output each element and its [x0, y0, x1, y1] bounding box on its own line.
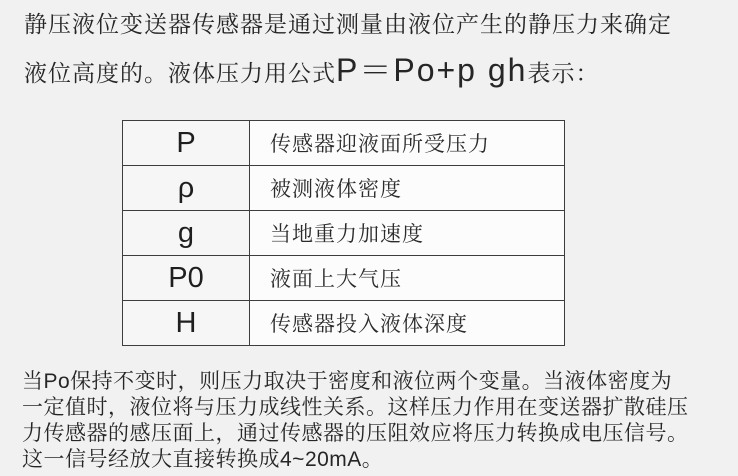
paragraph-line: 力传感器的感压面上，通过传感器的压阻效应将压力转换成电压信号。: [22, 422, 689, 445]
intro-line-2-prefix: 液位高度的。液体压力用公式: [24, 60, 336, 86]
body-paragraph: [22, 369, 722, 473]
description-cell: 传感器投入液体深度: [250, 301, 565, 346]
intro-line-2-suffix: 表示：: [527, 60, 600, 86]
table-row: [123, 121, 565, 166]
intro-line-1: 静压液位变送器传感器是通过测量由液位产生的静压力来确定: [24, 11, 672, 37]
pressure-formula: P＝Po+p gh: [336, 52, 528, 88]
symbol-cell: P: [123, 121, 250, 166]
variables-table: [122, 120, 565, 346]
symbol-cell: P0: [123, 256, 250, 301]
description-cell: 液面上大气压: [250, 256, 565, 301]
symbol-cell: ρ: [123, 166, 250, 211]
paragraph-line: 一定值时，液位将与压力成线性关系。这样压力作用在变送器扩散硅压: [22, 396, 689, 419]
paragraph-line: 当Po保持不变时，则压力取决于密度和液位两个变量。当液体密度为: [22, 370, 673, 393]
intro-paragraph: [24, 4, 724, 91]
description-cell: 传感器迎液面所受压力: [250, 121, 565, 166]
table-row: [123, 166, 565, 211]
table-row: [123, 211, 565, 256]
symbol-cell: H: [123, 301, 250, 346]
symbol-cell: g: [123, 211, 250, 256]
table-row: [123, 301, 565, 346]
description-cell: 被测液体密度: [250, 166, 565, 211]
table-row: [123, 256, 565, 301]
intro-line-2: [24, 45, 724, 91]
description-cell: 当地重力加速度: [250, 211, 565, 256]
paragraph-line: 这一信号经放大直接转换成4~20mA。: [22, 448, 384, 471]
